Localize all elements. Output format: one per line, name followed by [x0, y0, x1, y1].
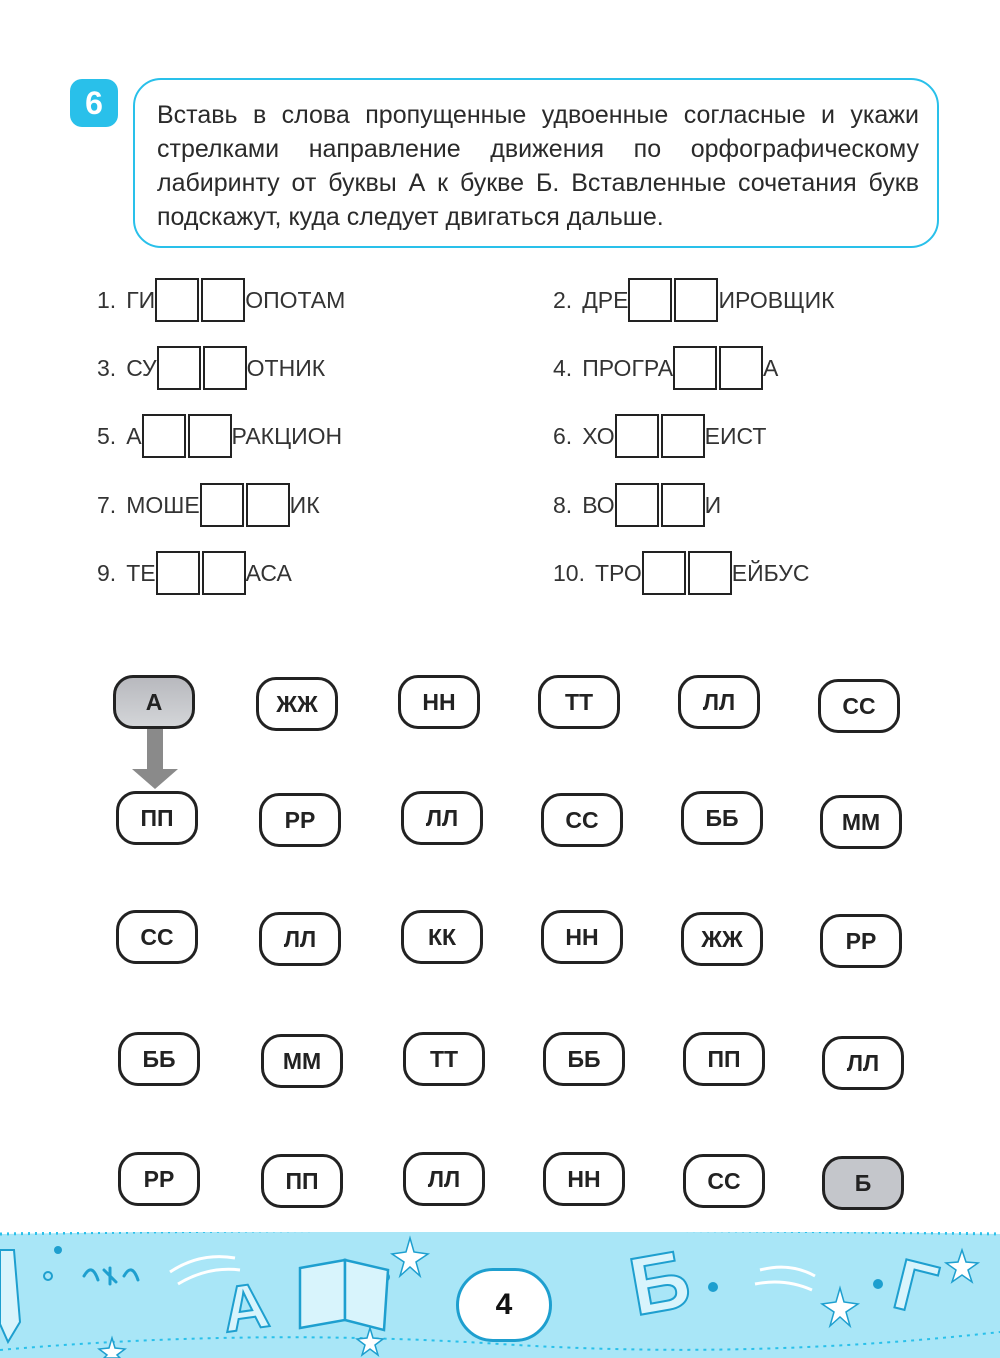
- answer-cell[interactable]: [615, 414, 659, 458]
- book-icon: [300, 1260, 388, 1330]
- task-instruction-box: [133, 78, 939, 248]
- exercise-suffix: ЕИСТ: [704, 422, 767, 449]
- maze-node[interactable]: НН: [543, 1152, 625, 1206]
- exercise-number: 10.: [553, 559, 585, 586]
- exercise-suffix: ИК: [289, 491, 320, 518]
- exercise-number: 5.: [97, 422, 117, 449]
- maze-node[interactable]: ЛЛ: [401, 791, 483, 845]
- exercise-prefix: ТЕ: [126, 559, 156, 586]
- exercise-8: [553, 483, 721, 527]
- exercise-prefix: ГИ: [126, 286, 156, 313]
- answer-cell[interactable]: [661, 483, 705, 527]
- exercise-prefix: СУ: [126, 354, 157, 381]
- exercise-6: [553, 414, 766, 458]
- exercise-suffix: А: [763, 354, 779, 381]
- exercise-4: [553, 346, 778, 390]
- maze-node[interactable]: ББ: [543, 1032, 625, 1086]
- exercise-prefix: ДРЕ: [582, 286, 629, 313]
- maze-node[interactable]: ММ: [820, 795, 902, 849]
- exercise-7: [97, 483, 320, 527]
- answer-cell[interactable]: [155, 278, 199, 322]
- answer-cell[interactable]: [642, 551, 686, 595]
- maze-node[interactable]: РР: [820, 914, 902, 968]
- exercise-prefix: ХО: [582, 422, 615, 449]
- exercise-number: 7.: [97, 491, 117, 518]
- maze-node[interactable]: ЖЖ: [681, 912, 763, 966]
- exercise-suffix: АСА: [245, 559, 292, 586]
- maze-node-start[interactable]: А: [113, 675, 195, 729]
- exercise-suffix: И: [704, 491, 722, 518]
- exercise-number: 3.: [97, 354, 117, 381]
- maze-node[interactable]: НН: [541, 910, 623, 964]
- answer-cell[interactable]: [203, 346, 247, 390]
- answer-cell[interactable]: [188, 414, 232, 458]
- answer-cell[interactable]: [156, 551, 200, 595]
- maze-node[interactable]: ММ: [261, 1034, 343, 1088]
- exercise-prefix: ТРО: [594, 559, 642, 586]
- exercise-5: [97, 414, 342, 458]
- exercise-9: [97, 551, 292, 595]
- exercise-suffix: ОПОТАМ: [245, 286, 346, 313]
- answer-cell[interactable]: [673, 346, 717, 390]
- exercise-3: [97, 346, 325, 390]
- maze-node[interactable]: ББ: [118, 1032, 200, 1086]
- maze-node[interactable]: СС: [541, 793, 623, 847]
- decor-letter: Б: [622, 1233, 697, 1334]
- maze-node[interactable]: ПП: [116, 791, 198, 845]
- exercise-number: 2.: [553, 286, 573, 313]
- exercise-suffix: РАКЦИОН: [231, 422, 343, 449]
- exercise-2: [553, 278, 835, 322]
- decor-letter: А: [217, 1268, 274, 1347]
- maze-node[interactable]: ЛЛ: [259, 912, 341, 966]
- down-arrow-icon: [128, 729, 182, 791]
- exercise-number: 9.: [97, 559, 117, 586]
- answer-cell[interactable]: [674, 278, 718, 322]
- maze-node[interactable]: КК: [401, 910, 483, 964]
- answer-cell[interactable]: [661, 414, 705, 458]
- exercise-prefix: МОШЕ: [126, 491, 200, 518]
- maze-node[interactable]: НН: [398, 675, 480, 729]
- decor-letter: Г: [885, 1244, 945, 1332]
- maze-node[interactable]: СС: [818, 679, 900, 733]
- maze-node[interactable]: ПП: [683, 1032, 765, 1086]
- answer-cell[interactable]: [628, 278, 672, 322]
- exercise-suffix: ОТНИК: [246, 354, 326, 381]
- answer-cell[interactable]: [142, 414, 186, 458]
- maze-node[interactable]: ЛЛ: [678, 675, 760, 729]
- maze-node[interactable]: СС: [116, 910, 198, 964]
- exercise-number: 4.: [553, 354, 573, 381]
- maze-node[interactable]: РР: [118, 1152, 200, 1206]
- maze-node[interactable]: РР: [259, 793, 341, 847]
- task-instruction: Вставь в слова пропущенные удвоенные согласные и укажи стрелками направление движения по орфографическому лабиринту от буквы А к букве Б. Вставленные сочетания букв подскажут, куда следует двигаться дальше.: [157, 101, 919, 231]
- maze-node[interactable]: ТТ: [538, 675, 620, 729]
- answer-cell[interactable]: [615, 483, 659, 527]
- task-number-badge: 6: [70, 79, 118, 127]
- maze-node[interactable]: ПП: [261, 1154, 343, 1208]
- exercise-prefix: ПРОГРА: [582, 354, 674, 381]
- maze-node-finish[interactable]: Б: [822, 1156, 904, 1210]
- maze-node[interactable]: СС: [683, 1154, 765, 1208]
- exercise-suffix: ИРОВЩИК: [718, 286, 835, 313]
- maze-node[interactable]: ЛЛ: [822, 1036, 904, 1090]
- answer-cell[interactable]: [157, 346, 201, 390]
- exercise-1: [97, 278, 345, 322]
- exercise-number: 8.: [553, 491, 573, 518]
- answer-cell[interactable]: [201, 278, 245, 322]
- answer-cell[interactable]: [719, 346, 763, 390]
- answer-cell[interactable]: [202, 551, 246, 595]
- exercise-prefix: ВО: [582, 491, 615, 518]
- answer-cell[interactable]: [688, 551, 732, 595]
- exercise-suffix: ЕЙБУС: [731, 559, 810, 586]
- answer-cell[interactable]: [246, 483, 290, 527]
- maze-node[interactable]: ТТ: [403, 1032, 485, 1086]
- maze-node[interactable]: ЖЖ: [256, 677, 338, 731]
- maze-node[interactable]: ББ: [681, 791, 763, 845]
- answer-cell[interactable]: [200, 483, 244, 527]
- page-number: 4: [456, 1268, 552, 1342]
- exercise-number: 1.: [97, 286, 117, 313]
- exercise-10: [553, 551, 809, 595]
- maze-node[interactable]: ЛЛ: [403, 1152, 485, 1206]
- exercise-prefix: А: [126, 422, 142, 449]
- exercise-number: 6.: [553, 422, 573, 449]
